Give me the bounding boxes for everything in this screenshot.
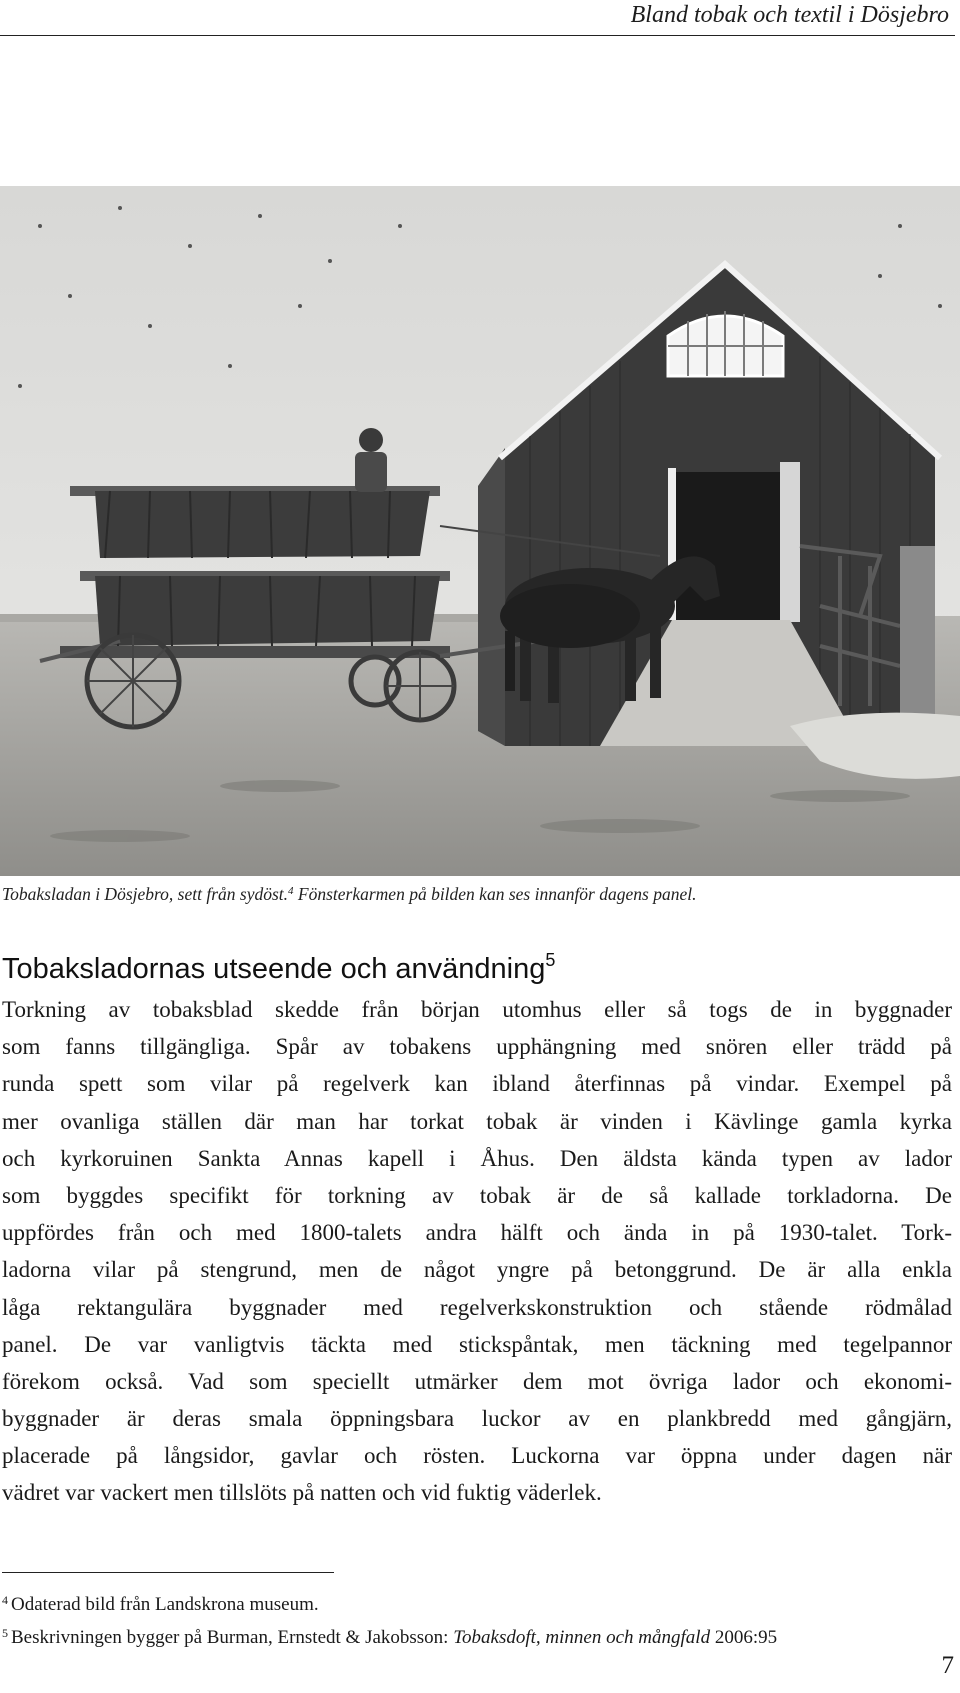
- body-line: runda spett som vilar på regelverk kan ibland återfinnas på vindar. Exempel på: [2, 1071, 952, 1097]
- body-line: ladorna vilar på stengrund, men de något yngre på betonggrund. De är alla enkla: [2, 1257, 952, 1283]
- body-line: mer ovanliga ställen där man har torkat tobak är vinden i Kävlinge gamla kyrka: [2, 1108, 952, 1134]
- caption-text-after: Fönsterkarmen på bilden kan ses innanför dagens panel.: [293, 884, 697, 904]
- body-line: uppfördes från och med 1800-talets andra hälft och ända in på 1930-talet. Tork-: [2, 1220, 952, 1246]
- footnote-text: Odaterad bild från Landskrona museum.: [11, 1594, 319, 1615]
- body-line: placerade på långsidor, gavlar och rösten. Luckorna var öppna under dagen när: [2, 1443, 952, 1469]
- footnote-mark: 4: [2, 1593, 8, 1607]
- running-header-title: Bland tobak och textil i Dösjebro: [630, 2, 949, 28]
- footnotes: [2, 1586, 952, 1652]
- body-line: som fanns tillgängliga. Spår av tobakens upphängning med snören eller trädd på: [2, 1034, 952, 1060]
- body-line: Torkning av tobaksblad skedde från början utomhus eller så togs de in byggnader: [2, 997, 952, 1022]
- body-line: vädret var vackert men tillslöts på natten och vid fuktig väderlek.: [2, 1480, 602, 1506]
- body-line: låga rektangulära byggnader med regelverkskonstruktion och stående rödmålad: [2, 1294, 952, 1320]
- footnote-5: [2, 1619, 952, 1652]
- body-line: och kyrkoruinen Sankta Annas kapell i Åhus. Den äldsta kända typen av lador: [2, 1145, 952, 1171]
- body-paragraph: [2, 991, 952, 1512]
- footnote-text-after: 2006:95: [710, 1627, 778, 1648]
- footnote-text: Beskrivningen bygger på Burman, Ernstedt & Jakobsson:: [11, 1627, 454, 1648]
- running-header: [0, 0, 955, 36]
- section-heading: [2, 950, 555, 986]
- photo-caption: [2, 884, 952, 905]
- caption-text-before: Tobaksladan i Dösjebro, sett från sydöst.: [2, 884, 289, 904]
- barn-photograph: [0, 186, 960, 876]
- body-line: byggnader är deras smala öppningsbara luckor av en plankbredd med gångjärn,: [2, 1406, 952, 1432]
- footnote-divider: [2, 1572, 334, 1573]
- caption-footnote-ref: 4: [288, 885, 294, 897]
- body-line: som byggdes specifikt för torkning av tobak är de så kallade torkladorna. De: [2, 1182, 952, 1208]
- footnote-mark: 5: [2, 1626, 8, 1640]
- page-number: 7: [941, 1652, 954, 1679]
- photograph-barn-wagon-horses-icon: [0, 186, 960, 876]
- body-line: panel. De var vanligtvis täckta med stickspåntak, men täckning med tegelpannor: [2, 1331, 952, 1357]
- body-line: förekom också. Vad som speciellt utmärker dem mot övriga lador och ekonomi-: [2, 1368, 952, 1394]
- footnote-book-title: Tobaksdoft, minnen och mångfald: [453, 1627, 711, 1648]
- section-heading-footnote-ref: 5: [545, 950, 556, 970]
- footnote-4: [2, 1586, 952, 1619]
- section-heading-text: Tobaksladornas utseende och användning: [2, 953, 546, 985]
